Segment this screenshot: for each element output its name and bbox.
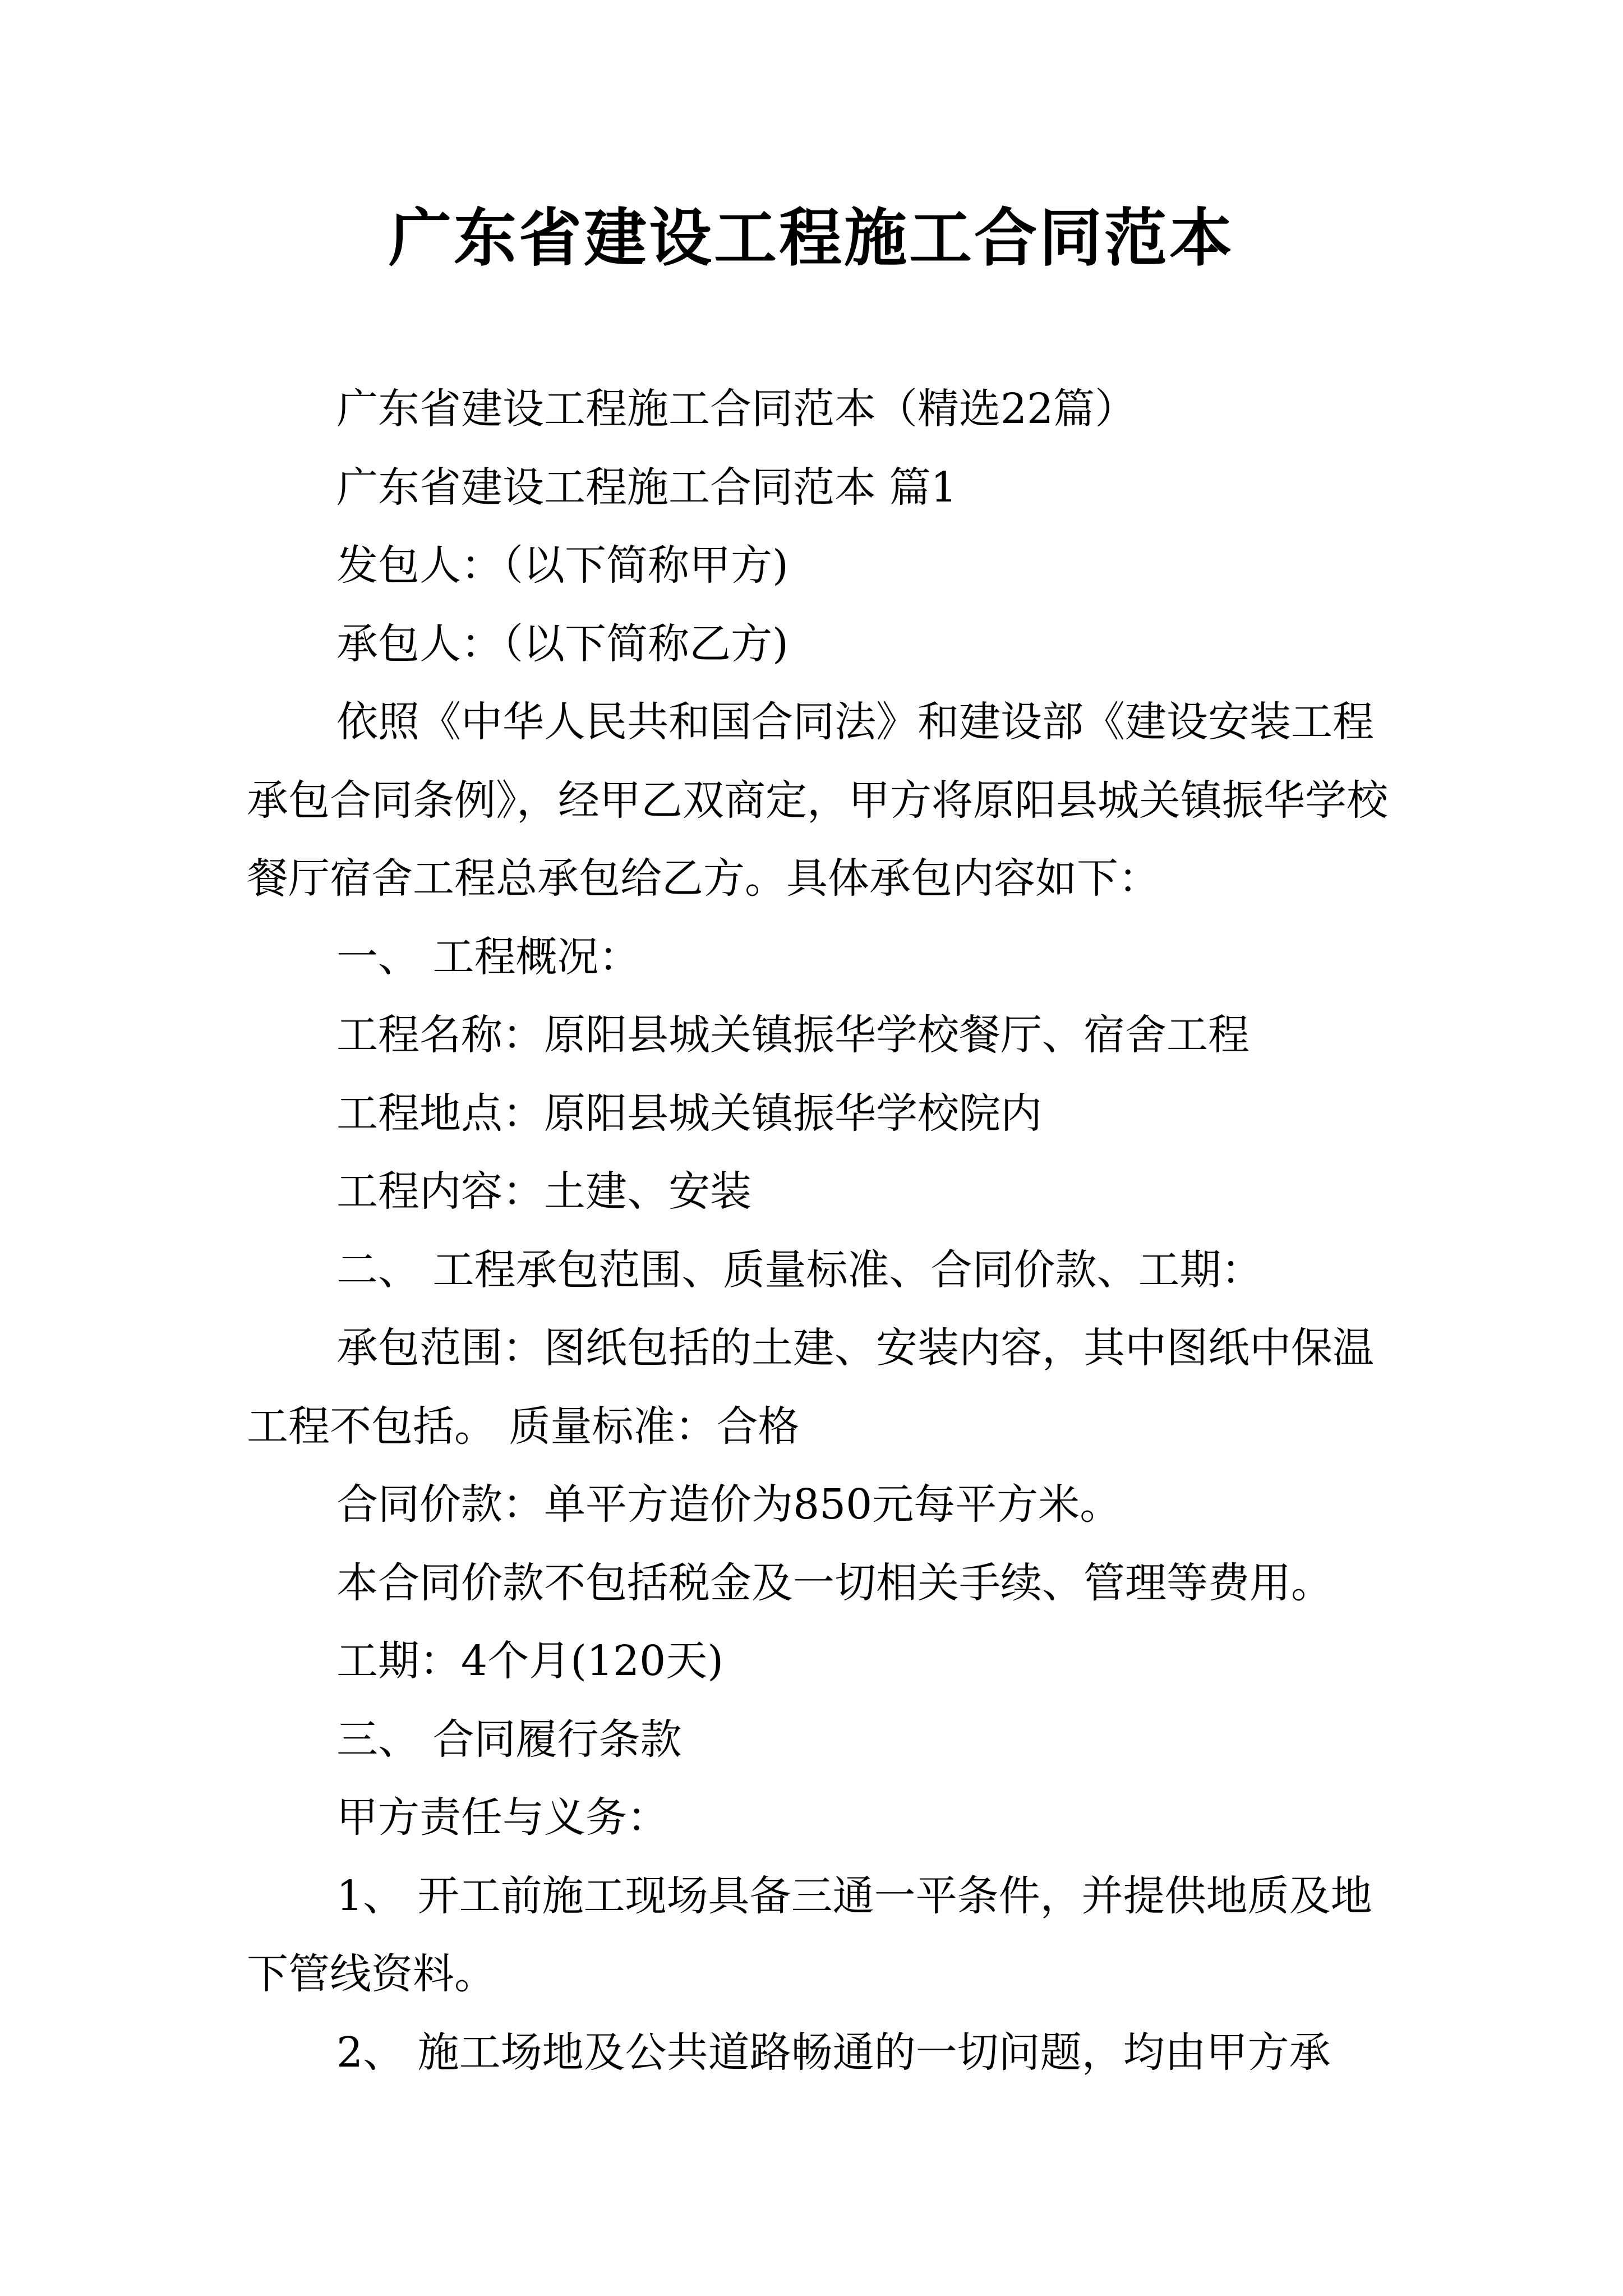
paragraph-contractor: 承包人：（以下简称乙方) — [336, 619, 789, 668]
paragraph-scope-quality: 承包范围：图纸包括的土建、安装内容，其中图纸中保温工程不包括。 质量标准：合格 — [247, 1324, 1374, 1451]
paragraph-employer: 发包人：（以下简称甲方) — [336, 541, 789, 590]
paragraph-subtitle: 广东省建设工程施工合同范本（精选22篇） — [336, 385, 1137, 433]
paragraph-duty-2: 2、 施工场地及公共道路畅通的一切问题，均由甲方承 — [336, 2028, 1331, 2077]
paragraph-project-location: 工程地点：原阳县城关镇振华学校院内 — [336, 1089, 1042, 1138]
paragraph-contract-price: 合同价款：单平方造价为850元每平方米。 — [336, 1480, 1122, 1529]
paragraph-heading-scope: 二、 工程承包范围、质量标准、合同价款、工期： — [336, 1245, 1263, 1294]
document-title: 广东省建设工程施工合同范本 — [389, 201, 1234, 275]
paragraph-preamble: 依照《中华人民共和国合同法》和建设部《建设安装工程承包合同条例》，经甲乙双商定，甲方将原阳县城关镇振华学校餐厅宿舍工程总承包给乙方。具体承包内容如下： — [247, 698, 1388, 903]
paragraph-duty-1: 1、 开工前施工现场具备三通一平条件，并提供地质及地下管线资料。 — [247, 1871, 1372, 1998]
document-body — [247, 370, 1391, 2092]
paragraph-duration: 工期：4个月(120天) — [336, 1637, 724, 1685]
paragraph-section-heading: 广东省建设工程施工合同范本 篇1 — [336, 463, 957, 512]
paragraph-heading-performance: 三、 合同履行条款 — [336, 1715, 682, 1764]
paragraph-project-content: 工程内容：土建、安装 — [336, 1167, 751, 1216]
paragraph-project-name: 工程名称：原阳县城关镇振华学校餐厅、宿舍工程 — [336, 1011, 1249, 1059]
paragraph-heading-overview: 一、 工程概况： — [336, 932, 640, 981]
paragraph-employer-duties: 甲方责任与义务： — [336, 1793, 668, 1842]
paragraph-price-exclusions: 本合同价款不包括税金及一切相关手续、管理等费用。 — [336, 1558, 1332, 1607]
